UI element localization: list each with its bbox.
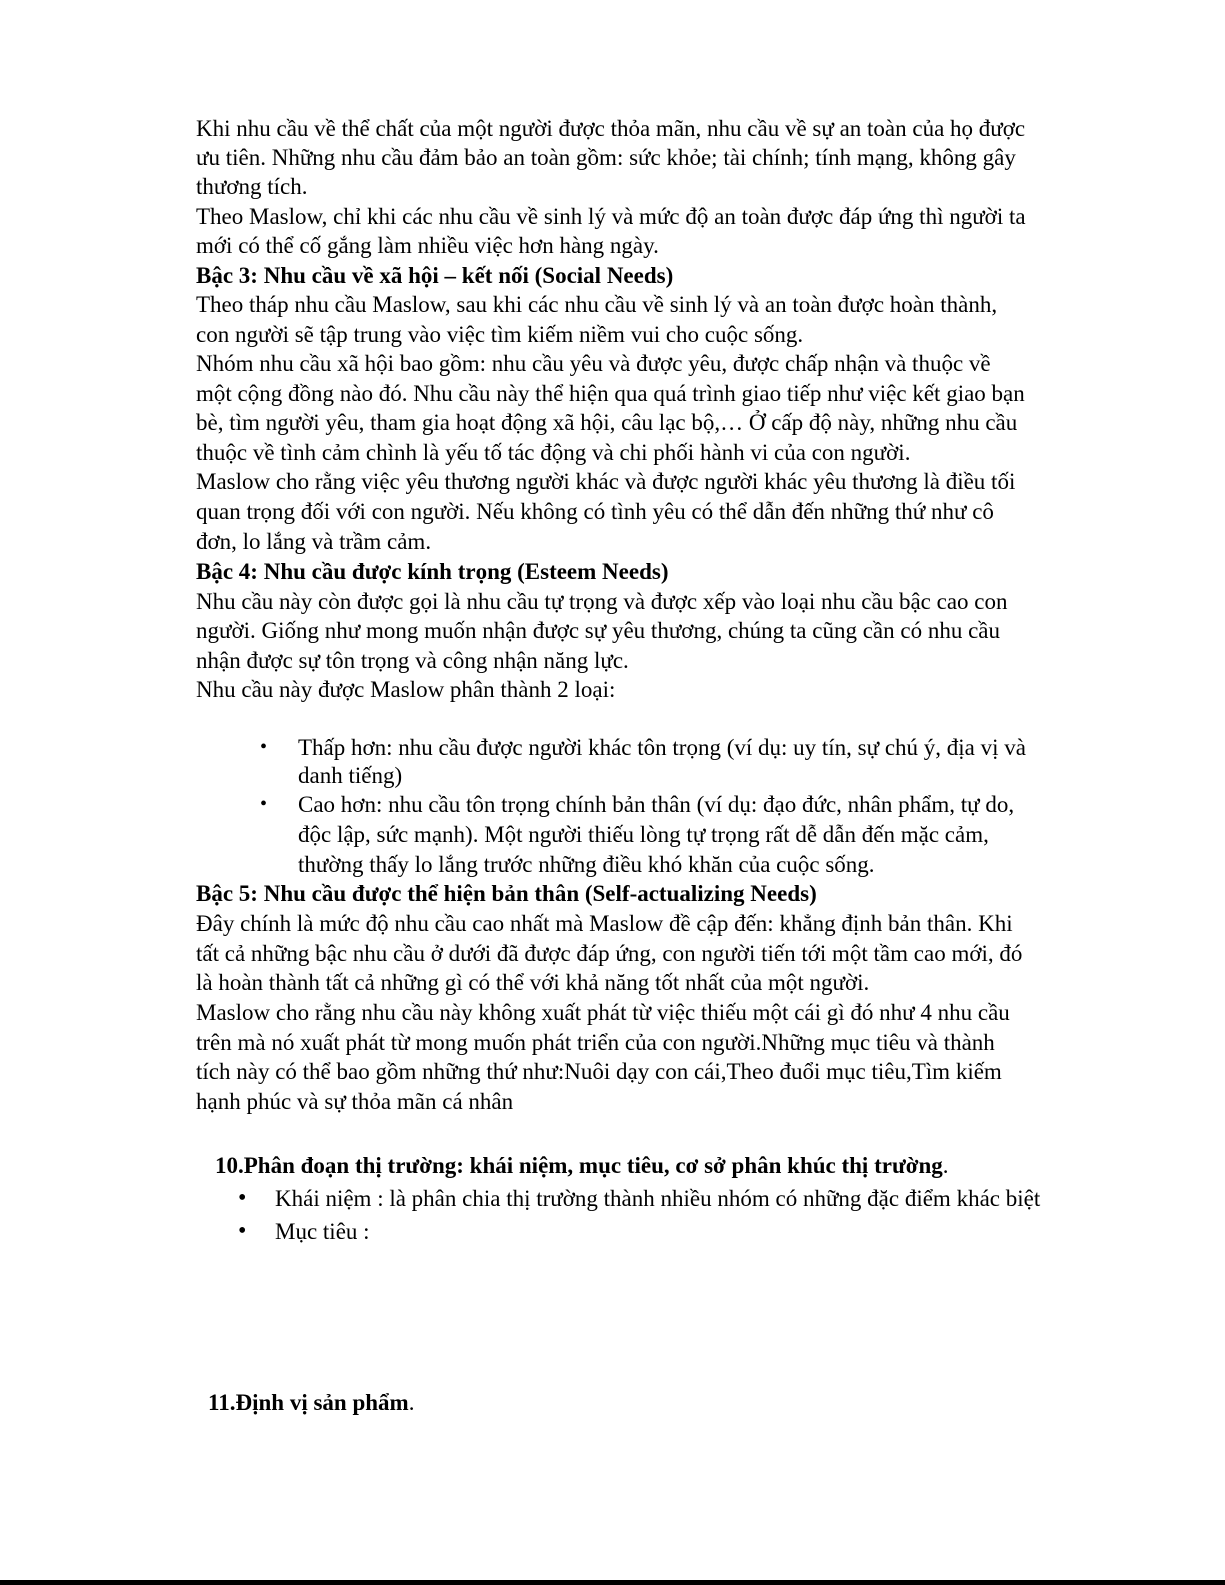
text-line: thuộc về tình cảm chình là yếu tố tác động và chi phối hành vi của con người. bbox=[196, 440, 911, 465]
text-line: hạnh phúc và sự thỏa mãn cá nhân bbox=[196, 1089, 514, 1114]
text-line: nhận được sự tôn trọng và công nhận năng lực. bbox=[196, 648, 629, 673]
list-item: độc lập, sức mạnh). Một người thiếu lòng tự trọng rất dễ dẫn đến mặc cảm, bbox=[298, 822, 989, 847]
text-line: Nhu cầu này còn được gọi là nhu cầu tự trọng và được xếp vào loại nhu cầu bậc cao con bbox=[196, 589, 1008, 614]
text-line: ưu tiên. Những nhu cầu đảm bảo an toàn gồm: sức khỏe; tài chính; tính mạng, không gây bbox=[196, 145, 1016, 170]
text-line: trên mà nó xuất phát từ mong muốn phát triển của con người.Những mục tiêu và thành bbox=[196, 1030, 995, 1055]
text-line: quan trọng đối với con người. Nếu không có tình yêu có thể dẫn đến những thứ như cô bbox=[196, 499, 994, 524]
text-line: một cộng đồng nào đó. Nhu cầu này thể hiện qua quá trình giao tiếp như việc kết giao bạn bbox=[196, 381, 1025, 406]
section10-period: . bbox=[942, 1153, 949, 1178]
page-bottom-border bbox=[0, 1580, 1225, 1585]
text-line: con người sẽ tập trung vào việc tìm kiếm niềm vui cho cuộc sống. bbox=[196, 322, 804, 347]
heading-level4: Bậc 4: Nhu cầu được kính trọng (Esteem Needs) bbox=[196, 559, 669, 584]
list-item: Khái niệm : là phân chia thị trường thành nhiều nhóm có những đặc điểm khác biệt bbox=[275, 1186, 1041, 1211]
text-line: là hoàn thành tất cả những gì có thể với khả năng tốt nhất của một người. bbox=[196, 970, 870, 995]
section10-heading bbox=[215, 1151, 949, 1180]
text-line: Maslow cho rằng nhu cầu này không xuất phát từ việc thiếu một cái gì đó như 4 nhu cầu bbox=[196, 1000, 1010, 1025]
text-line: Theo tháp nhu cầu Maslow, sau khi các nhu cầu về sinh lý và an toàn được hoàn thành, bbox=[196, 292, 998, 317]
list-item: thường thấy lo lắng trước những điều khó khăn của cuộc sống. bbox=[298, 852, 875, 877]
text-line: Nhóm nhu cầu xã hội bao gồm: nhu cầu yêu và được yêu, được chấp nhận và thuộc về bbox=[196, 351, 991, 376]
heading-level3: Bậc 3: Nhu cầu về xã hội – kết nối (Social Needs) bbox=[196, 263, 674, 288]
list-item: Mục tiêu : bbox=[275, 1219, 370, 1244]
list-item: Thấp hơn: nhu cầu được người khác tôn trọng (ví dụ: uy tín, sự chú ý, địa vị và bbox=[298, 735, 1026, 760]
text-line: Khi nhu cầu về thể chất của một người được thỏa mãn, nhu cầu về sự an toàn của họ được bbox=[196, 116, 1026, 141]
text-line: đơn, lo lắng và trầm cảm. bbox=[196, 529, 432, 554]
text-line: Theo Maslow, chỉ khi các nhu cầu về sinh lý và mức độ an toàn được đáp ứng thì người ta bbox=[196, 204, 1026, 229]
text-line: Nhu cầu này được Maslow phân thành 2 loại: bbox=[196, 677, 616, 702]
section11-period: . bbox=[408, 1390, 415, 1415]
text-line: Maslow cho rằng việc yêu thương người khác và được người khác yêu thương là điều tối bbox=[196, 469, 1016, 494]
text-line: tích này có thể bao gồm những thứ như:Nuôi dạy con cái,Theo đuổi mục tiêu,Tìm kiếm bbox=[196, 1059, 1002, 1084]
section10-title: 10.Phân đoạn thị trường: khái niệm, mục tiêu, cơ sở phân khúc thị trường bbox=[215, 1153, 943, 1178]
bullet-icon: • bbox=[238, 1218, 247, 1244]
text-line: tất cả những bậc nhu cầu ở dưới đã được đáp ứng, con người tiến tới một tầm cao mới, đó bbox=[196, 941, 1023, 966]
text-line: mới có thể cố gắng làm nhiều việc hơn hàng ngày. bbox=[196, 233, 659, 258]
text-line: thương tích. bbox=[196, 174, 308, 199]
heading-level5: Bậc 5: Nhu cầu được thể hiện bản thân (Self-actualizing Needs) bbox=[196, 881, 817, 906]
section11-heading bbox=[208, 1388, 414, 1417]
text-line: bè, tìm người yêu, tham gia hoạt động xã hội, câu lạc bộ,… Ở cấp độ này, những nhu cầu bbox=[196, 410, 1018, 435]
bullet-icon: • bbox=[238, 1185, 247, 1211]
bullet-icon: • bbox=[260, 736, 268, 758]
bullet-icon: • bbox=[260, 793, 268, 815]
text-line: người. Giống như mong muốn nhận được sự yêu thương, chúng ta cũng cần có nhu cầu bbox=[196, 618, 1001, 643]
text-line: Đây chính là mức độ nhu cầu cao nhất mà Maslow đề cập đến: khẳng định bản thân. Khi bbox=[196, 911, 1013, 936]
list-item: Cao hơn: nhu cầu tôn trọng chính bản thân (ví dụ: đạo đức, nhân phẩm, tự do, bbox=[298, 792, 1015, 817]
list-item: danh tiếng) bbox=[298, 763, 403, 788]
section11-title: 11.Định vị sản phẩm bbox=[208, 1390, 409, 1415]
